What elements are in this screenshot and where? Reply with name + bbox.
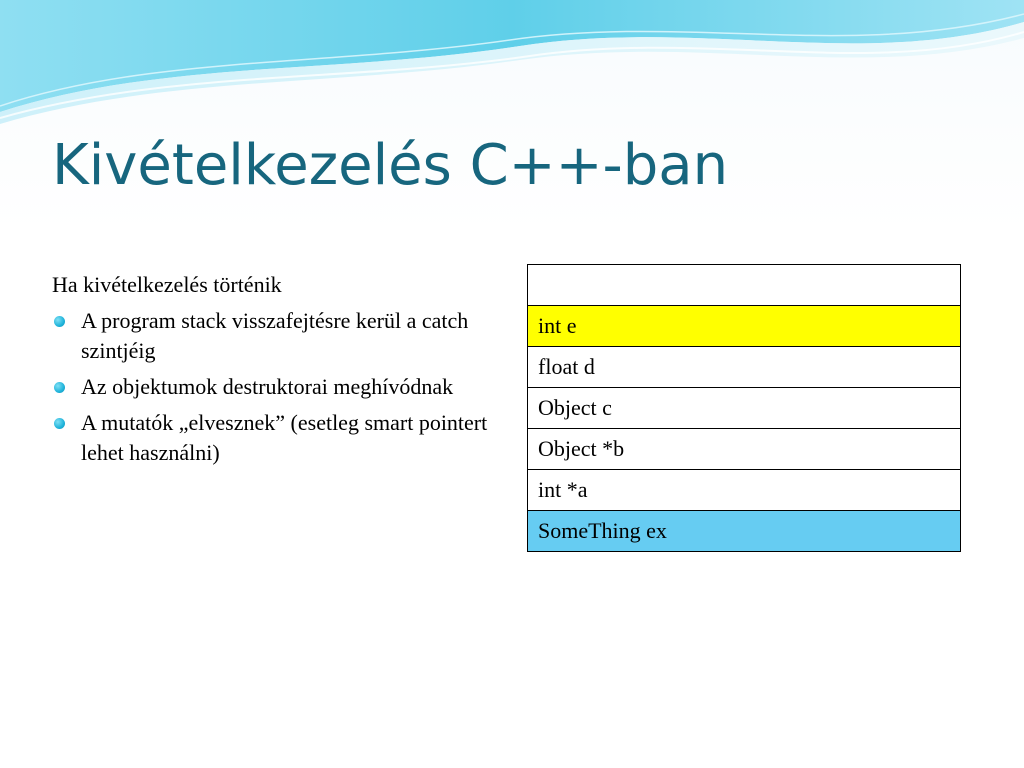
stack-cell-something-ex: SomeThing ex bbox=[528, 511, 961, 552]
bullet-text: A program stack visszafejtésre kerül a catch szintjéig bbox=[81, 308, 469, 363]
stack-row bbox=[528, 306, 961, 347]
slide-body bbox=[52, 270, 492, 474]
bullet-dot-icon bbox=[54, 418, 65, 429]
slide-title: Kivételkezelés C++-ban bbox=[52, 133, 729, 198]
bullet-item bbox=[52, 306, 492, 366]
bullet-dot-icon bbox=[54, 316, 65, 327]
stack-cell-empty bbox=[528, 265, 961, 306]
bullet-item bbox=[52, 408, 492, 468]
stack-cell-object-b-pointer: Object *b bbox=[528, 429, 961, 470]
stack-cell-int-a-pointer: int *a bbox=[528, 470, 961, 511]
stack-row bbox=[528, 265, 961, 306]
intro-text: Ha kivételkezelés történik bbox=[52, 272, 282, 297]
bullet-text: Az objektumok destruktorai meghívódnak bbox=[81, 374, 454, 399]
stack-row bbox=[528, 347, 961, 388]
stack-row bbox=[528, 511, 961, 552]
stack-row bbox=[528, 470, 961, 511]
bullet-list bbox=[52, 306, 492, 468]
stack-cell-int-e: int e bbox=[528, 306, 961, 347]
stack-cell-object-c: Object c bbox=[528, 388, 961, 429]
stack-row bbox=[528, 429, 961, 470]
decorative-wave-header bbox=[0, 0, 1024, 130]
bullet-text: A mutatók „elvesznek” (esetleg smart pointert lehet használni) bbox=[81, 410, 488, 465]
stack-cell-float-d: float d bbox=[528, 347, 961, 388]
stack-table bbox=[527, 264, 961, 552]
bullet-dot-icon bbox=[54, 382, 65, 393]
bullet-item bbox=[52, 372, 492, 402]
stack-row bbox=[528, 388, 961, 429]
